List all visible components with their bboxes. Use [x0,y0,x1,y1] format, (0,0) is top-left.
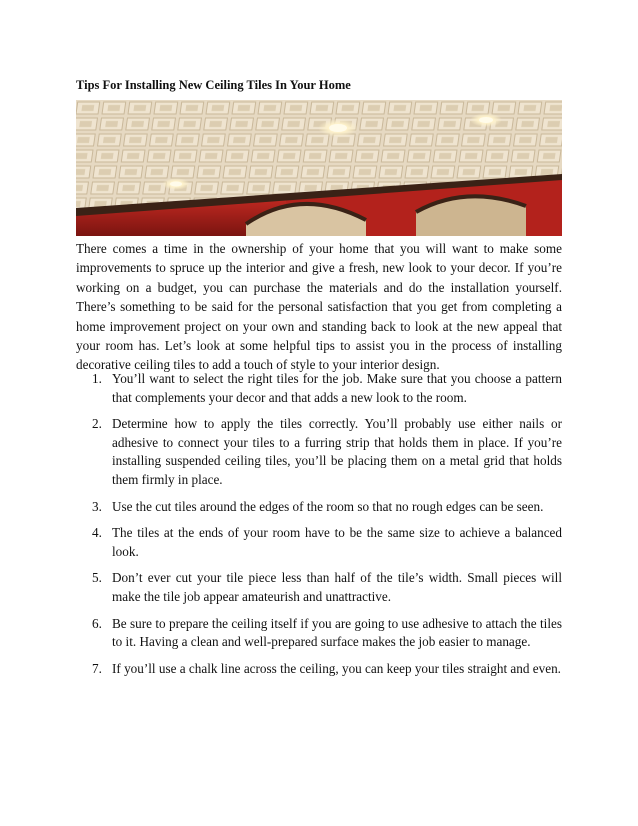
list-item-number: 6. [92,615,102,631]
list-item-number: 7. [92,660,102,676]
list-item-text: Be sure to prepare the ceiling itself if you are going to use adhesive to attach the tiles to it. Having a clean and well-prepared surface makes the job easier to manage. [112,615,562,650]
list-item-text: Use the cut tiles around the edges of the room so that no rough edges can be seen. [112,498,544,514]
list-item [76,370,562,407]
list-item [76,415,562,489]
list-item [76,660,562,679]
list-item [76,569,562,606]
list-item-text: Don’t ever cut your tile piece less than half of the tile’s width. Small pieces will make the tile job appear amateurish and unattractive. [112,570,562,604]
recessed-light-bulb [329,124,347,132]
list-item-number: 2. [92,416,102,432]
list-item [76,615,562,652]
intro-paragraph: There comes a time in the ownership of your home that you will want to make some improvements to spruce up the interior and give a fresh, new look to your decor. If you’re working on a budget, you can purchase the materials and do the installation yourself. There’s something to be said for the personal satisfaction that you get from completing a home improvement project on your own and standing back to look at the new appeal that your room has. Let’s look at some helpful tips to assist you in the process of installing decorative ceiling tiles to add a touch of style to your interior design. [76,241,562,373]
recessed-light-bulb [170,182,182,187]
list-item-number: 4. [92,525,102,541]
ceiling-tiles-photo [76,100,562,236]
list-item-text: Determine how to apply the tiles correctly. You’ll probably use either nails or adhesive to connect your tiles to a furring strip that holds them in place. If you’re installing suspended ceiling tiles, you’ll be placing them on a metal grid that holds them firmly in place. [112,416,562,487]
recessed-light-bulb [479,117,493,123]
page-title: Tips For Installing New Ceiling Tiles In Your Home [76,78,351,92]
list-item-number: 1. [92,371,102,386]
list-item [76,524,562,561]
ceiling-photo-illustration [76,100,562,236]
list-item-number: 5. [92,570,102,586]
list-item [76,498,562,517]
list-item-text: The tiles at the ends of your room have to be the same size to achieve a balanced look. [112,525,562,559]
list-item-number: 3. [92,498,102,514]
list-item-text: If you’ll use a chalk line across the ceiling, you can keep your tiles straight and even. [112,660,561,676]
list-item-text: You’ll want to select the right tiles for the job. Make sure that you choose a pattern that complements your decor and that adds a new look to the room. [112,371,562,405]
tips-list [76,370,562,686]
